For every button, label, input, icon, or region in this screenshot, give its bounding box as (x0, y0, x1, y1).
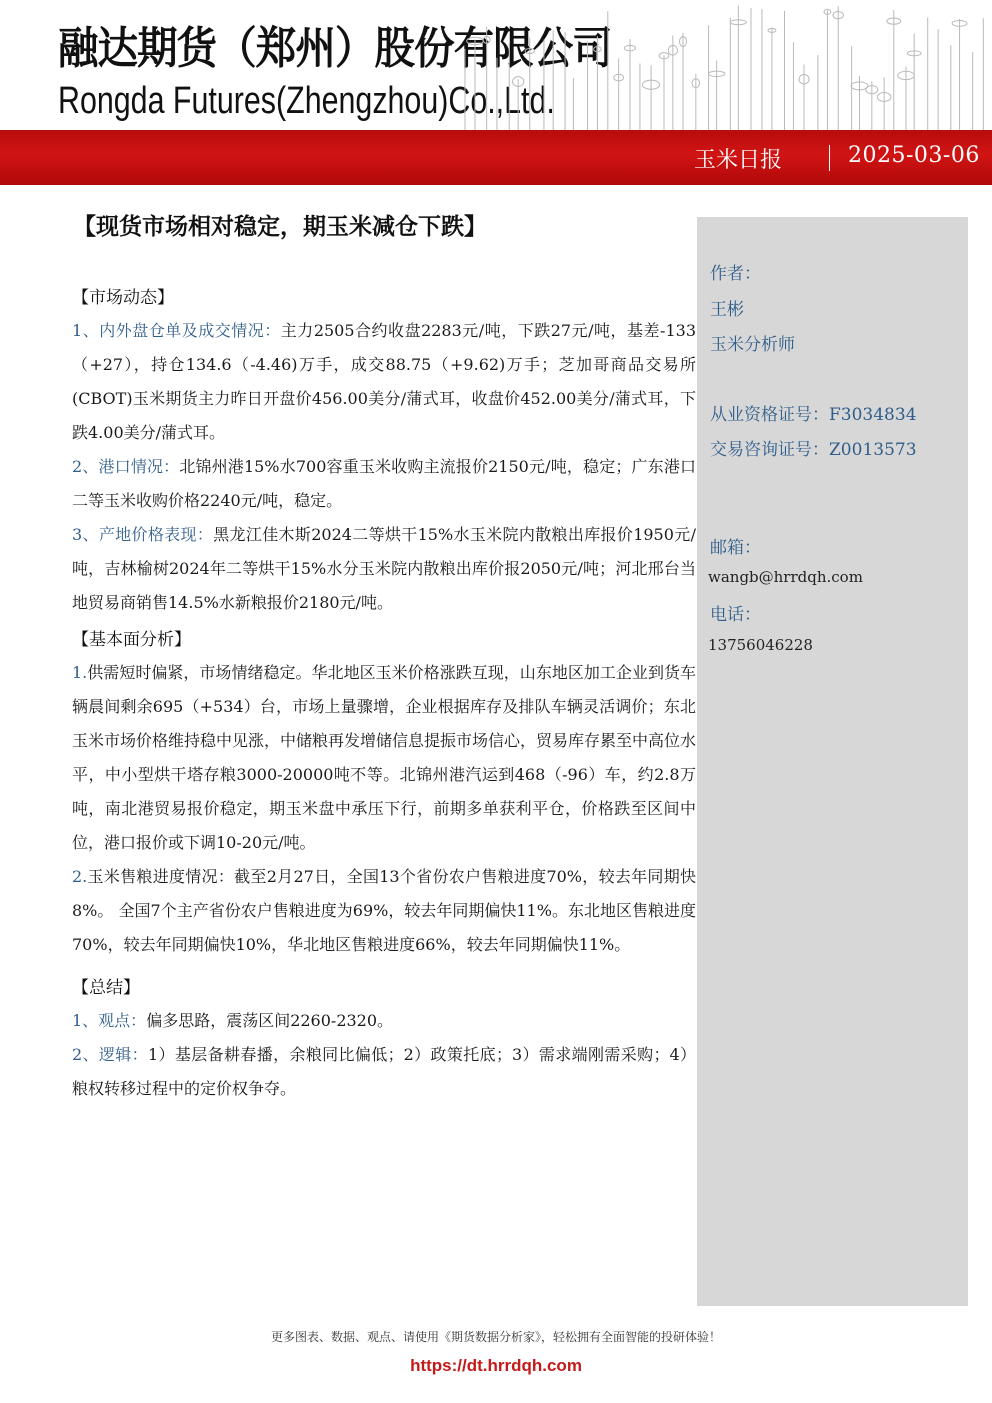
report-body (72, 282, 696, 1106)
fundamental-item-2-label: 2. (72, 867, 88, 886)
footer-promo-text: 更多图表、数据、观点、请使用《期货数据分析家》，轻松拥有全面智能的投研体验！ (270, 1330, 721, 1344)
decorative-lines-graphic (455, 0, 992, 132)
company-name-en: Rongda Futures(Zhengzhou)Co.,Ltd. (58, 80, 555, 122)
license-consult: 交易咨询证号：Z0013573 (710, 440, 917, 460)
summary-item-2-text: 1）基层备耕春播，余粮同比偏低；2）政策托底；3）需求端刚需采购；4）粮权转移过程中的定价权争夺。 (72, 1045, 696, 1098)
email-label: 邮箱： (710, 538, 761, 558)
title-bar (0, 130, 992, 185)
market-item-1-text: 主力2505合约收盘2283元/吨，下跌27元/吨，基差-133（+27），持仓134.6（-4.46)万手，成交88.75（+9.62)万手；芝加哥商品交易所(CBOT)玉米期货主力昨日开盘价456.00美分/蒲式耳，收盘价452.00美分/蒲式耳，下跌4.00美分/蒲式耳。 (72, 321, 696, 442)
author-sidebar (697, 217, 968, 1306)
email-address[interactable]: wangb@hrrdqh.com (708, 568, 863, 586)
report-date: 2025-03-06 (848, 143, 980, 168)
section-heading-fundamental: 【基本面分析】 (72, 630, 191, 650)
market-item-2-label: 2、港口情况： (72, 457, 180, 476)
report-type: 玉米日报 (694, 148, 783, 173)
section-heading-market: 【市场动态】 (72, 288, 174, 308)
phone-label: 电话： (710, 605, 761, 625)
report-headline: 【现货市场相对稳定，期玉米减仓下跌】 (73, 213, 487, 240)
market-item-3-text: 黑龙江佳木斯2024二等烘干15%水玉米院内散粮出库报价1950元/吨，吉林榆树2024年二等烘干15%水分玉米院内散粮出库价报2050元/吨；河北邢台当地贸易商销售14.5%水新粮报价2180元/吨。 (72, 525, 696, 612)
summary-item-2-label: 2、逻辑： (72, 1045, 148, 1064)
author-name: 王彬 (710, 300, 744, 320)
fundamental-item-1-label: 1. (72, 663, 88, 682)
market-item-3-label: 3、产地价格表现： (72, 525, 214, 544)
title-separator (829, 145, 830, 171)
report-header (0, 0, 992, 188)
company-name-cn: 融达期货（郑州）股份有限公司 (58, 23, 612, 74)
footer-link[interactable]: https://dt.hrrdqh.com (410, 1356, 582, 1375)
market-item-1-label: 1、内外盘仓单及成交情况： (72, 321, 281, 340)
section-heading-summary: 【总结】 (72, 978, 140, 998)
market-item-2 (72, 450, 696, 518)
fundamental-item-1 (72, 656, 696, 860)
author-label: 作者： (710, 264, 761, 284)
summary-item-1-text: 偏多思路，震荡区间2260-2320。 (146, 1011, 394, 1030)
market-item-2-text: 北锦州港15%水700容重玉米收购主流报价2150元/吨，稳定；广东港口二等玉米收购价格2240元/吨，稳定。 (72, 457, 696, 510)
fundamental-item-2-text: 玉米售粮进度情况：截至2月27日，全国13个省份农户售粮进度70%，较去年同期快8%。 全国7个主产省份农户售粮进度为69%，较去年同期偏快11%。东北地区售粮进度70%，较去年同期偏快10%，华北地区售粮进度66%，较去年同期偏快11%。 (72, 867, 696, 954)
author-role: 玉米分析师 (710, 335, 795, 355)
phone-number: 13756046228 (708, 636, 813, 654)
license-practice: 从业资格证号：F3034834 (710, 405, 917, 425)
summary-item-1-label: 1、观点： (72, 1011, 147, 1030)
fundamental-item-2 (72, 860, 696, 962)
summary-item-1 (72, 1004, 696, 1038)
market-item-1 (72, 314, 696, 450)
market-item-3 (72, 518, 696, 620)
fundamental-item-1-text: 供需短时偏紧，市场情绪稳定。华北地区玉米价格涨跌互现，山东地区加工企业到货车辆晨间剩余695（+534）台，市场上量骤增，企业根据库存及排队车辆灵活调价；东北玉米市场价格维持稳中见涨，中储粮再发增储信息提振市场信心，贸易库存累至中高位水平，中小型烘干塔存粮3000-20000吨不等。北锦州港汽运到468（-96）车，约2.8万吨，南北港贸易报价稳定，期玉米盘中承压下行，前期多单获利平仓，价格跌至区间中位，港口报价或下调10-20元/吨。 (72, 663, 697, 852)
summary-item-2 (72, 1038, 696, 1106)
